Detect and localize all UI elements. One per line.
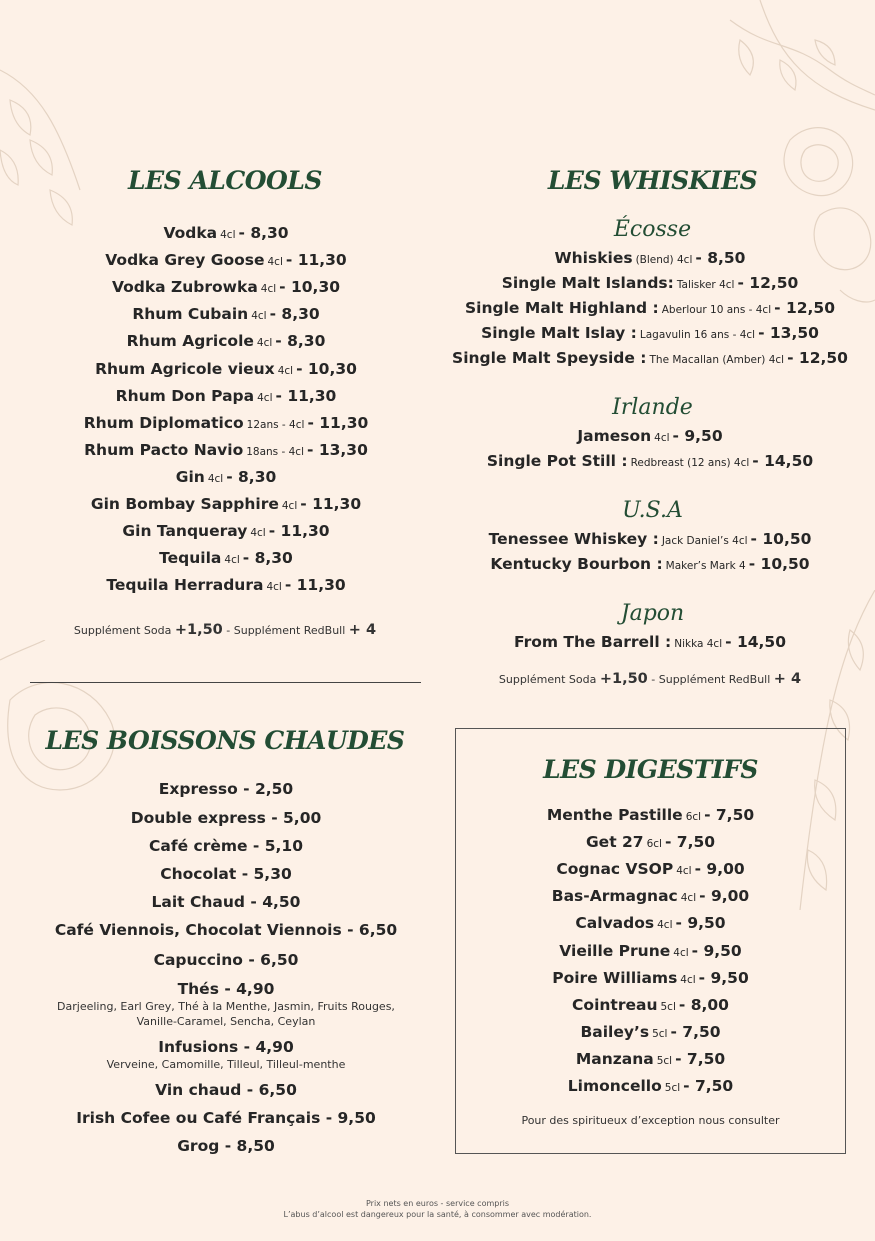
item-name: Cointreau [572, 995, 658, 1014]
menu-item [0, 495, 452, 513]
item-measure: Redbreast (12 ans) 4cl [630, 457, 750, 469]
item-price: - 8,50 [695, 249, 746, 267]
item-name: Poire Williams [552, 968, 678, 987]
item-price: - 8,30 [242, 549, 293, 568]
menu-item [455, 860, 846, 878]
item-price: - 11,30 [284, 576, 346, 595]
menu-item [440, 530, 860, 548]
item-name: Rhum Cubain [132, 305, 249, 324]
item-price: - 9,50 [698, 968, 749, 987]
item-price: - 11,30 [275, 386, 337, 405]
item-name: Single Malt Islay : [481, 324, 637, 342]
item-measure: 12ans - 4cl [246, 418, 305, 431]
menu-item [0, 224, 452, 242]
menu-item [0, 360, 452, 378]
item-name: Bas-Armagnac [551, 887, 678, 906]
item-measure: 18ans - 4cl [246, 445, 304, 458]
item-measure: 4cl [251, 310, 267, 323]
menu-item [0, 441, 452, 459]
item-measure: 4cl [207, 472, 224, 485]
menu-item [455, 914, 846, 932]
item-price: - 8,30 [269, 305, 320, 324]
item-measure: 4cl [256, 337, 273, 350]
item-measure: The Macallan (Amber) 4cl [649, 354, 785, 366]
menu-item [0, 522, 452, 540]
menu-item: Expresso - 2,50 [158, 780, 294, 798]
item-price: - 9,50 [691, 941, 742, 960]
menu-item: Capuccino - 6,50 [153, 950, 299, 969]
item-measure: 4cl [676, 865, 692, 878]
item-price: - 7,50 [683, 1077, 734, 1095]
menu-item [455, 969, 846, 987]
item-price: - 11,30 [285, 251, 347, 270]
menu-item: Café Viennois, Chocolat Viennois - 6,50 [54, 921, 398, 939]
menu-item [455, 1050, 846, 1068]
item-price: - 7,50 [704, 806, 755, 824]
menu-item [455, 1023, 846, 1041]
menu-item [0, 305, 452, 323]
item-measure: 4cl [224, 554, 240, 567]
item-measure: Maker’s Mark 4 [665, 560, 746, 572]
item-measure: 4cl [220, 229, 236, 241]
item-price: - 8,30 [226, 467, 277, 486]
item-measure: 4cl [257, 391, 273, 404]
item-price: - 14,50 [725, 633, 786, 651]
menu-item [440, 274, 860, 292]
whiskies-usa-subtitle: U.S.A [622, 498, 683, 523]
item-measure: 5cl [664, 1082, 681, 1094]
chaudes-title: LES BOISSONS CHAUDES [45, 726, 405, 755]
menu-item [440, 633, 860, 651]
whiskies-ecosse-subtitle: Écosse [613, 217, 692, 242]
item-name: Vodka [163, 224, 218, 242]
menu-item: Lait Chaud - 4,50 [151, 893, 301, 911]
item-measure: 4cl [250, 527, 266, 540]
menu-item [455, 887, 846, 905]
item-price: - 8,30 [275, 332, 326, 351]
item-name: Tenessee Whiskey : [488, 530, 659, 548]
item-price: - 9,50 [672, 427, 723, 445]
item-name: Vieille Prune [559, 941, 671, 960]
item-measure: (Blend) 4cl [635, 254, 693, 266]
menu-item [0, 387, 452, 405]
item-name: Limoncello [567, 1077, 662, 1095]
item-price: - 9,00 [694, 860, 745, 879]
menu-item [455, 833, 846, 851]
menu-item [455, 942, 846, 960]
item-measure: Nikka 4cl [674, 638, 723, 650]
item-measure: Lagavulin 16 ans - 4cl [639, 329, 756, 341]
menu-item [440, 452, 860, 470]
menu-item [0, 549, 452, 567]
item-price: - 7,50 [664, 833, 716, 852]
item-measure: 4cl [680, 892, 697, 905]
item-name: Calvados [575, 914, 655, 933]
menu-item: Vin chaud - 6,50 [155, 1080, 297, 1099]
item-price: - 11,30 [300, 495, 362, 513]
item-price: - 9,50 [675, 914, 726, 933]
whiskies-japon-subtitle: Japon [620, 601, 685, 626]
menu-item [455, 806, 846, 824]
item-name: Gin Bombay Sapphire [90, 495, 279, 513]
item-name: Whiskies [554, 249, 633, 267]
item-price: - 8,30 [238, 224, 289, 242]
footer-prices-note: Prix nets en euros - service compris [365, 1199, 510, 1208]
item-price: - 13,30 [307, 440, 368, 459]
item-measure: 6cl [646, 838, 662, 851]
item-measure: 4cl [654, 432, 670, 444]
whiskies-title: LES WHISKIES [547, 166, 758, 195]
item-name: Menthe Pastille [546, 806, 683, 824]
item-price: - 10,50 [750, 530, 812, 548]
menu-item: Thés - 4,90 [177, 979, 275, 998]
menu-item [0, 414, 452, 432]
item-measure: 5cl [656, 1054, 673, 1067]
item-name: Jameson [577, 427, 652, 445]
item-price: - 12,50 [737, 274, 799, 292]
item-name: Rhum Agricole vieux [95, 359, 275, 378]
item-measure: 4cl [266, 581, 282, 594]
item-name: Single Malt Islands: [501, 274, 674, 292]
item-name: From The Barrell : [513, 633, 672, 651]
item-name: Gin [175, 467, 205, 486]
menu-item [0, 332, 452, 350]
menu-item [440, 427, 860, 445]
item-name: Rhum Pacto Navio [84, 440, 244, 459]
item-name: Gin Tanqueray [122, 522, 248, 541]
item-measure: Jack Daniel’s 4cl [661, 535, 748, 547]
item-price: - 7,50 [675, 1049, 726, 1068]
item-price: - 11,30 [268, 522, 330, 541]
menu-item: Double express - 5,00 [130, 808, 322, 827]
menu-item: Irish Cofee ou Café Français - 9,50 [76, 1108, 376, 1127]
menu-item [455, 1077, 846, 1095]
floral-decoration-top-left-icon [0, 40, 120, 240]
menu-item: Grog - 8,50 [177, 1136, 275, 1155]
item-name: Bailey’s [580, 1022, 650, 1041]
item-name: Kentucky Bourbon : [490, 555, 663, 573]
menu-item [455, 996, 846, 1014]
item-price: - 12,50 [774, 299, 835, 317]
item-price: - 7,50 [670, 1022, 721, 1041]
digestifs-title: LES DIGESTIFS [543, 755, 758, 784]
item-description: Verveine, Camomille, Tilleul, Tilleul-menthe [106, 1057, 346, 1071]
item-name: Tequila [159, 549, 222, 568]
item-name: Rhum Don Papa [115, 386, 255, 405]
section-divider [30, 682, 421, 683]
item-measure: 4cl [260, 283, 277, 296]
item-measure: 4cl [680, 973, 696, 986]
item-description: Darjeeling, Earl Grey, Thé à la Menthe, Jasmin, Fruits Rouges, [57, 999, 395, 1013]
item-name: Tequila Herradura [106, 576, 264, 595]
footer-alcohol-warning: L’abus d’alcool est dangereux pour la santé, à consommer avec modération. [283, 1210, 592, 1219]
item-price: - 13,50 [758, 324, 819, 342]
menu-item: Café crème - 5,10 [149, 836, 303, 855]
item-name: Rhum Diplomatico [83, 413, 244, 432]
item-price: - 14,50 [752, 452, 814, 470]
menu-item [440, 349, 860, 367]
whiskies-supplement: Supplément Soda +1,50 - Supplément RedBull + 4 [498, 671, 802, 687]
item-measure: 5cl [660, 1000, 676, 1013]
item-price: - 12,50 [787, 349, 848, 367]
alcools-supplement: Supplément Soda +1,50 - Supplément RedBull + 4 [73, 622, 377, 638]
item-description: Vanille-Caramel, Sencha, Ceylan [136, 1014, 316, 1028]
item-price: - 10,30 [279, 278, 341, 297]
item-price: - 10,30 [296, 359, 357, 378]
item-name: Vodka Zubrowka [111, 278, 258, 297]
item-name: Rhum Agricole [126, 332, 254, 351]
menu-item [440, 249, 860, 267]
whiskies-irlande-subtitle: Irlande [612, 395, 693, 420]
item-price: - 9,00 [699, 887, 750, 906]
item-measure: 6cl [685, 811, 702, 823]
item-name: Single Malt Speyside : [452, 349, 647, 367]
item-price: - 8,00 [678, 995, 729, 1014]
menu-item: Infusions - 4,90 [158, 1037, 294, 1056]
item-measure: Aberlour 10 ans - 4cl [661, 304, 772, 316]
item-name: Manzana [575, 1049, 654, 1068]
menu-item [0, 468, 452, 486]
item-measure: 4cl [657, 919, 673, 932]
menu-item [440, 555, 860, 573]
item-name: Cognac VSOP [556, 860, 674, 879]
digestifs-note: Pour des spiritueux d’exception nous consulter [521, 1114, 780, 1127]
item-measure: 4cl [673, 946, 689, 959]
item-name: Single Malt Highland : [465, 299, 659, 317]
item-price: - 11,30 [307, 413, 369, 432]
menu-item [0, 278, 452, 296]
item-name: Vodka Grey Goose [105, 251, 265, 270]
menu-item [440, 299, 860, 317]
item-price: - 10,50 [748, 555, 810, 573]
item-measure: 4cl [281, 500, 298, 512]
alcools-title: LES ALCOOLS [128, 166, 322, 195]
item-measure: 4cl [277, 364, 294, 377]
item-measure: 5cl [652, 1027, 668, 1040]
item-measure: 4cl [267, 256, 283, 269]
menu-item [440, 324, 860, 342]
item-measure: Talisker 4cl [676, 279, 735, 291]
item-name: Get 27 [585, 833, 644, 852]
menu-item [0, 251, 452, 269]
menu-item [0, 576, 452, 594]
menu-item: Chocolat - 5,30 [160, 864, 292, 883]
item-name: Single Pot Still : [486, 452, 628, 470]
